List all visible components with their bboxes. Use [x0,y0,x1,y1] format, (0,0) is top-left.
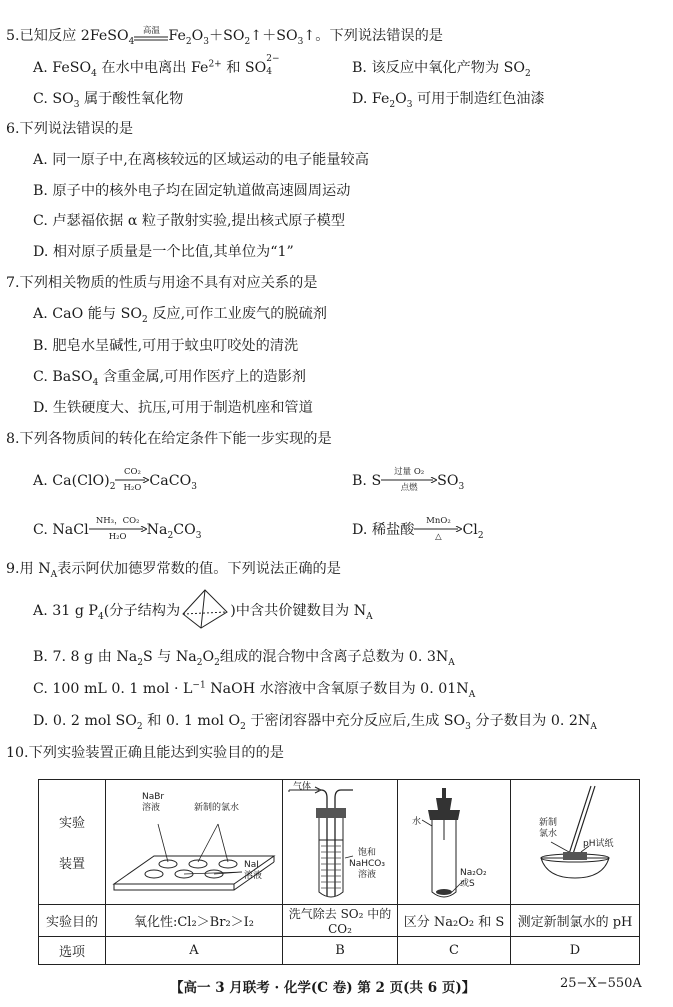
option-b: B [283,937,398,965]
fig-a-label-nai: NaI 溶液 [244,860,263,881]
figure-d-ph-test [511,780,640,905]
figure-b-gas-washing [283,780,398,905]
q7-option-a: A. CaO 能与 $SO_2$ 反应,可作工业废气的脱硫剂 [33,306,327,325]
row-label-apparatus: 实验 装置 [39,780,106,905]
q8-option-c: C. NaCl NH₃，CO₂ H₂O $Na_2CO_3$ [33,516,202,542]
q7-option-b: B. 肥皂水呈碱性,可用于蚊虫叮咬处的清洗 [33,338,299,354]
purpose-d: 测定新制氯水的 pH [511,905,640,937]
q8-b-arrow: 过量 O₂ 点燃 [381,467,437,493]
q9-stem: 9.用 $N_A$表示阿伏加德罗常数的值。下列说法正确的是 [6,561,341,580]
fig-c-label-water: 水 [412,817,422,827]
q6-stem: 6.下列说法错误的是 [6,121,134,137]
page-footer: 【高一 3 月联考 · 化学(C 卷) 第 2 页(共 6 页)】 [170,980,476,996]
q6-option-d: D. 相对原子质量是一个比值,其单位为“1” [33,244,294,260]
q5-condition: 高温 [142,25,160,36]
purpose-c: 区分 Na₂O₂ 和 S [398,905,511,937]
fig-d-label-chlorine: 新制 氯水 [539,818,558,839]
q9-option-d: D. 0. 2 mol $SO_2$ 和 0. 1 mol $O_2$ 于密闭容器中充分反应后,生成 $SO_3$ 分子数目为 0. $2N_A$ [33,713,597,732]
fig-c-label-solid: Na₂O₂ 或S [460,868,487,889]
q8-a-arrow: CO₂ H₂O [115,467,149,493]
q5-option-b: B. 该反应中氧化产物为 $SO_2$ [352,60,531,79]
q7-stem: 7.下列相关物质的性质与用途不具有对应关系的是 [6,275,318,291]
exam-code: 25−X−550A [560,976,642,991]
q5-option-c: C. $SO_3$ 属于酸性氧化物 [33,91,184,110]
q9-option-a: A. 31 g $P_4$(分子结构为 )中含共价键数目为 $N_A$ [33,602,373,620]
q5-option-a: A. FeSO$_4$ 在水中电离出 $Fe^{2+}$ 和 SO 2− 4 [33,54,280,79]
fig-b-label-solution: 饱和 NaHCO₃ 溶液 [349,848,385,880]
option-c: C [398,937,511,965]
q5-stem: 5.已知反应 2FeSO$_4$ 高温 $Fe_2O_3+SO_2↑+SO_3↑$。下列说法错误的是 [6,25,443,47]
q9-option-b: B. 7. 8 g 由 $Na_2S$ 与 $Na_2O_2$组成的混合物中含离子总数为 0. $3N_A$ [33,649,455,668]
q8-option-a: A. $Ca(ClO)_2$ CO₂ H₂O CaCO$_3$ [33,467,197,493]
q6-option-b: B. 原子中的核外电子均在固定轨道做高速圆周运动 [33,183,351,199]
option-d: D [511,937,640,965]
p4-tetrahedron-icon [180,588,230,632]
row-label-purpose: 实验目的 [39,905,106,937]
option-a: A [106,937,283,965]
q8-option-d: D. 稀盐酸 MnO₂ △ $Cl_2$ [352,516,484,542]
q5-option-d: D. $Fe_2O_3$ 可用于制造红色油漆 [352,91,545,110]
purpose-b: 洗气除去 SO₂ 中的 CO₂ [283,905,398,937]
purpose-a: 氧化性:Cl₂＞Br₂＞I₂ [106,905,283,937]
fig-a-label-nabr: NaBr 溶液 [142,792,165,813]
table-row-purpose [39,905,640,937]
q6-option-c: C. 卢瑟福依据 α 粒子散射实验,提出核式原子模型 [33,213,346,229]
fig-a-label-chlorine: 新制的氯水 [194,803,240,813]
experiment-table [38,779,640,965]
q10-stem: 10.下列实验装置正确且能达到实验目的的是 [6,745,284,761]
figure-a-spot-plate [106,780,283,905]
fig-d-label-ph-paper: pH试纸 [583,839,614,849]
q8-c-arrow: NH₃，CO₂ H₂O [89,516,147,542]
q9-option-c: C. 100 mL 0. 1 mol · $L^{-1}$ NaOH 水溶液中含氧原子数目为 0. $01N_A$ [33,680,476,700]
q8-option-b: B. S 过量 O₂ 点燃 $SO_3$ [352,467,465,493]
q7-option-d: D. 生铁硬度大、抗压,可用于制造机座和管道 [33,400,313,416]
row-label-option: 选项 [39,937,106,965]
q6-option-a: A. 同一原子中,在离核较远的区域运动的电子能量较高 [33,152,369,168]
figure-c-test-tube [398,780,511,905]
table-row-apparatus [39,780,640,905]
fig-b-label-gas: 气体 [293,782,312,792]
table-row-option [39,937,640,965]
q7-option-c: C. BaSO$_4$ 含重金属,可用作医疗上的造影剂 [33,369,306,388]
q8-d-arrow: MnO₂ △ [414,516,462,542]
q8-stem: 8.下列各物质间的转化在给定条件下能一步实现的是 [6,431,332,447]
